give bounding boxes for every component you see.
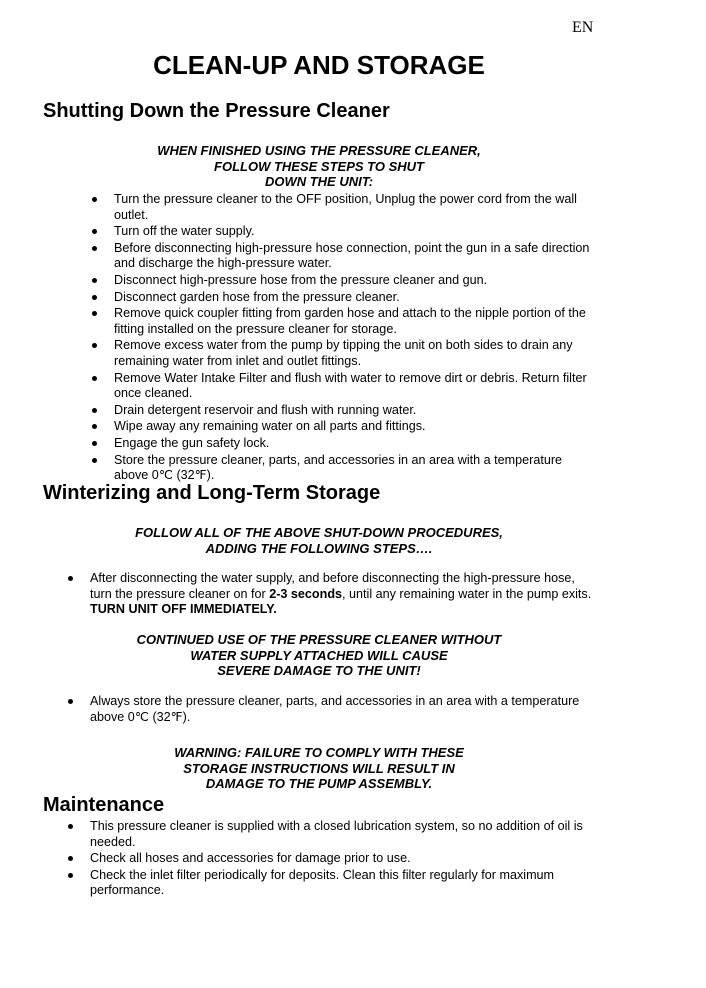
list-item-text: Disconnect garden hose from the pressure cleaner. xyxy=(114,289,400,304)
page-title: CLEAN-UP AND STORAGE xyxy=(153,50,485,80)
notice-line: WHEN FINISHED USING THE PRESSURE CLEANER, xyxy=(157,143,481,158)
winterizing-notice xyxy=(0,525,638,556)
list-item xyxy=(90,571,596,618)
section-heading-shutdown: Shutting Down the Pressure Cleaner xyxy=(43,100,390,122)
winterizing-steps-list xyxy=(90,571,596,619)
list-item xyxy=(90,694,596,725)
notice-line: STORAGE INSTRUCTIONS WILL RESULT IN xyxy=(183,760,455,776)
language-code: EN xyxy=(572,19,594,36)
section-heading-maintenance: Maintenance xyxy=(43,794,165,816)
list-item-text: Turn the pressure cleaner to the OFF position, Unplug the power cord from the wall outlet. xyxy=(114,192,577,222)
list-item-text: Drain detergent reservoir and flush with running water. xyxy=(114,402,417,417)
notice-line: CONTINUED USE OF THE PRESSURE CLEANER WITHOUT xyxy=(136,632,502,647)
notice-line: WATER SUPPLY ATTACHED WILL CAUSE xyxy=(190,647,448,663)
list-item-text: Remove Water Intake Filter and flush with water to remove dirt or debris. Return filter once cleaned. xyxy=(114,370,587,401)
bullet-icon xyxy=(92,229,97,234)
bullet-icon xyxy=(92,408,97,413)
bullet-icon xyxy=(92,278,97,283)
bullet-icon xyxy=(68,873,73,878)
notice-line: DAMAGE TO THE PUMP ASSEMBLY. xyxy=(205,776,433,791)
storage-list xyxy=(90,694,596,726)
list-item xyxy=(114,241,596,272)
bullet-icon xyxy=(68,576,73,581)
bullet-icon xyxy=(92,343,97,348)
list-item xyxy=(90,851,596,867)
list-item xyxy=(114,338,596,369)
notice-line: FOLLOW THESE STEPS TO SHUT xyxy=(214,158,424,174)
bullet-icon xyxy=(68,856,73,861)
list-item xyxy=(114,453,596,484)
list-item-text: Engage the gun safety lock. xyxy=(114,435,270,450)
list-item xyxy=(114,419,596,435)
list-item xyxy=(114,290,596,306)
list-item-text: Before disconnecting high-pressure hose connection, point the gun in a safe direction and discharge the high-pressure water. xyxy=(114,240,590,271)
shutdown-steps-list xyxy=(114,192,596,485)
notice-line: FOLLOW ALL OF THE ABOVE SHUT-DOWN PROCEDURES, xyxy=(135,525,503,540)
shutdown-notice xyxy=(0,143,638,190)
list-item xyxy=(90,819,596,850)
list-item-text: Remove excess water from the pump by tipping the unit on both sides to drain any remaining water from inlet and outlet fittings. xyxy=(114,338,573,368)
bullet-icon xyxy=(92,376,97,381)
list-item-text: Always store the pressure cleaner, parts, and accessories in an area with a temperature above 0℃ (32℉). xyxy=(90,694,580,724)
list-item xyxy=(114,224,596,240)
list-item xyxy=(114,273,596,289)
list-item-text: Remove quick coupler fitting from garden hose and attach to the nipple portion of the fitting installed on the pressure cleaner for storage. xyxy=(114,306,586,336)
list-item-text: This pressure cleaner is supplied with a closed lubrication system, so no addition of oil is needed. xyxy=(90,819,583,849)
bullet-icon xyxy=(92,424,97,429)
bullet-icon xyxy=(92,311,97,316)
bullet-icon xyxy=(92,458,97,463)
notice-line: WARNING: FAILURE TO COMPLY WITH THESE xyxy=(174,745,464,760)
section-heading-winterizing: Winterizing and Long-Term Storage xyxy=(43,482,381,504)
bullet-icon xyxy=(92,246,97,251)
list-item xyxy=(114,192,596,223)
list-item xyxy=(114,306,596,337)
list-item xyxy=(114,403,596,419)
bullet-icon xyxy=(68,699,73,704)
notice-line: ADDING THE FOLLOWING STEPS…. xyxy=(205,540,433,556)
list-item-text: Wipe away any remaining water on all parts and fittings. xyxy=(114,419,426,434)
list-item xyxy=(114,436,596,452)
list-item-text: Store the pressure cleaner, parts, and accessories in an area with a temperature above 0℃ (32℉). xyxy=(114,452,563,483)
list-item-text: Disconnect high-pressure hose from the pressure cleaner and gun. xyxy=(114,272,488,287)
bullet-icon xyxy=(92,197,97,202)
damage-warning-notice xyxy=(0,632,638,679)
bullet-icon xyxy=(92,295,97,300)
list-item xyxy=(114,371,596,402)
list-item-text: Check all hoses and accessories for damage prior to use. xyxy=(90,851,411,866)
bullet-icon xyxy=(68,824,73,829)
list-item-text: Turn off the water supply. xyxy=(114,224,255,239)
list-item xyxy=(90,868,596,899)
bullet-icon xyxy=(92,441,97,446)
maintenance-list xyxy=(90,819,596,900)
list-item-text: After disconnecting the water supply, and before disconnecting the high-pressure hose, turn the pressure cleaner on for 2-3 seconds, until any remaining water in the pump exits. TURN UNIT OFF IMMEDIATELY. xyxy=(90,571,592,617)
pump-warning-notice xyxy=(0,745,638,792)
notice-line: SEVERE DAMAGE TO THE UNIT! xyxy=(217,663,421,678)
notice-line: DOWN THE UNIT: xyxy=(264,174,374,189)
list-item-text: Check the inlet filter periodically for deposits. Clean this filter regularly for maximum performance. xyxy=(90,867,555,898)
